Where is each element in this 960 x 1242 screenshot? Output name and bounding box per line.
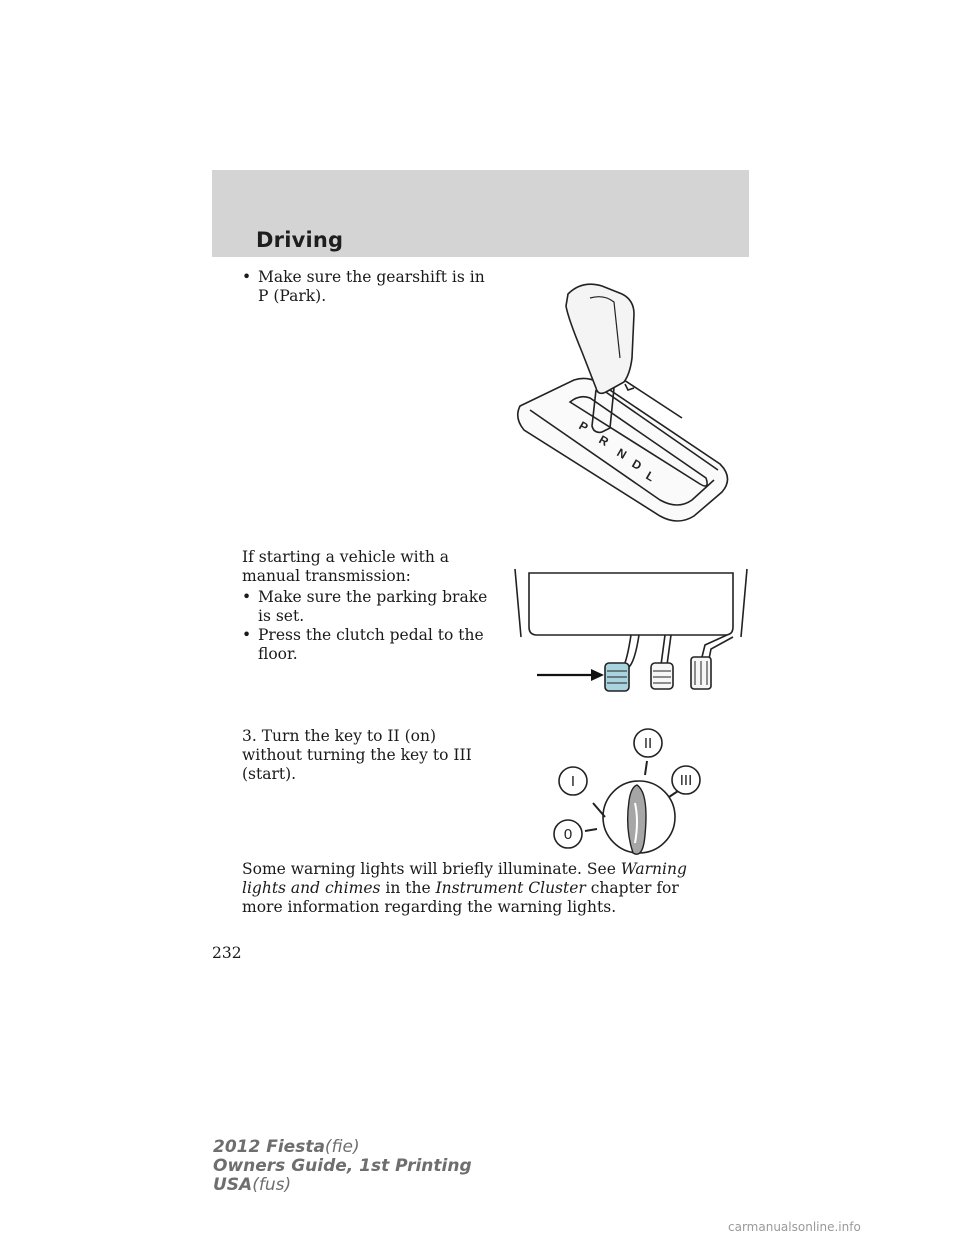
footer-market-code: (fus) [252, 1175, 292, 1195]
section-title: Driving [256, 228, 344, 252]
bullet-text: Make sure the parking brake is set. [258, 588, 488, 625]
bullet-dot: • [242, 626, 252, 644]
gearshift-illustration [510, 278, 750, 528]
warning-text-part: chapter for more information regarding the warning lights. [242, 879, 679, 916]
warning-text-part: in the [380, 879, 436, 897]
gear-letter-n: N [614, 445, 630, 462]
footer-model: 2012 Fiesta [213, 1137, 325, 1157]
footer-model-code: (fie) [324, 1137, 360, 1157]
bullet-text: Press the clutch pedal to the floor. [258, 626, 484, 663]
document-footer [213, 1138, 472, 1195]
ignition-key-icon [628, 785, 646, 854]
key-step-text: 3. Turn the key to II (on) without turning the key to III (start). [242, 727, 472, 783]
gear-letter-p: P [576, 418, 591, 435]
ignition-label-three: III [679, 772, 693, 789]
bullet-parking-brake [242, 588, 492, 626]
bullet-dot: • [242, 588, 252, 606]
ignition-label-zero: 0 [563, 826, 573, 843]
footer-printing: Owners Guide, 1st Printing [213, 1156, 472, 1176]
bullet-gearshift-park [242, 268, 492, 306]
instrument-cluster-reference: Instrument Cluster [435, 879, 586, 897]
ignition-switch-illustration [545, 725, 715, 870]
bullet-clutch-pedal [242, 626, 492, 664]
gear-letter-l: L [643, 468, 657, 485]
bullet-text: Make sure the gearshift is in P (Park). [258, 268, 485, 305]
gear-letter-d: D [629, 456, 645, 473]
warning-lights-reference: Warning lights and chimes [242, 860, 687, 897]
page-number: 232 [212, 944, 242, 962]
footer-market: USA [213, 1175, 253, 1195]
manual-transmission-intro: If starting a vehicle with a manual transmission: [242, 548, 450, 585]
ignition-label-two: II [643, 735, 653, 752]
watermark-text: carmanualsonline.info [728, 1220, 861, 1234]
section-header-band [212, 170, 749, 257]
bullet-dot: • [242, 268, 252, 286]
warning-text-part: Some warning lights will briefly illuminate. See [242, 860, 621, 878]
ignition-label-one: I [570, 773, 576, 790]
brake-pedal [651, 663, 673, 689]
pedals-illustration [505, 565, 760, 700]
gear-letter-r: R [596, 432, 612, 449]
warning-lights-paragraph [242, 860, 712, 917]
